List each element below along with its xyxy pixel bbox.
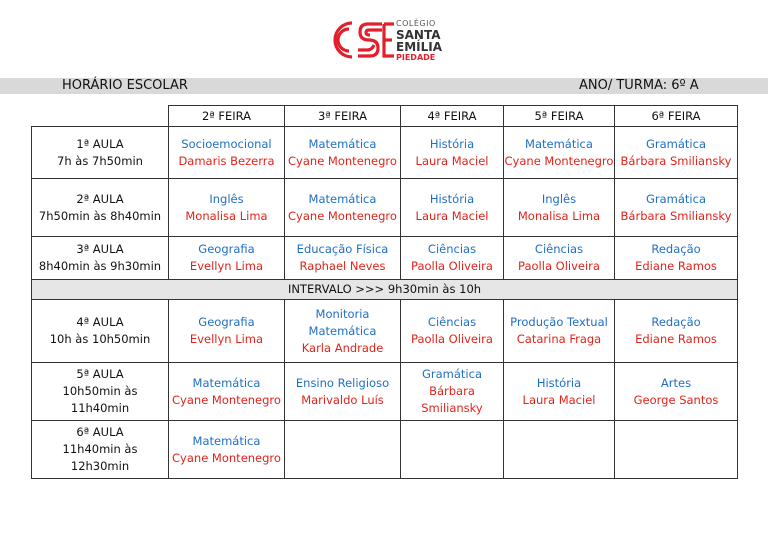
teacher-name: Laura Maciel [415, 208, 489, 223]
interval-row [32, 280, 738, 300]
period-label: 6ª AULA [76, 425, 124, 439]
class-cell [615, 300, 738, 363]
teacher-name: Monalisa Lima [185, 208, 268, 223]
day-header: 2ª FEIRA [169, 106, 285, 127]
class-label: ANO/ TURMA: 6º A [579, 78, 699, 93]
teacher-name: Bárbara Smiliansky [620, 208, 732, 223]
teacher-name: Cyane Montenegro [288, 208, 397, 223]
period-time: 8h40min às 9h30min [38, 259, 162, 273]
header-row [32, 106, 738, 127]
class-cell [504, 363, 615, 421]
subject-name: Artes [660, 375, 692, 390]
period-cell [32, 237, 169, 280]
class-cell [169, 127, 285, 179]
period-time: 10h50min às 11h40min [62, 384, 138, 415]
class-cell [169, 421, 285, 479]
logo-text-emilia: EMÍLIA [396, 40, 443, 54]
teacher-name: Cyane Montenegro [172, 450, 281, 465]
teacher-name: Ediane Ramos [635, 259, 717, 273]
period-time: 7h50min às 8h40min [38, 208, 162, 223]
class-cell [504, 421, 615, 479]
period-label: 3ª AULA [76, 242, 124, 256]
class-cell [169, 179, 285, 237]
teacher-name: Cyane Montenegro [504, 153, 614, 168]
table-row [32, 237, 738, 280]
teacher-name: Monalisa Lima [517, 208, 601, 223]
class-cell [285, 363, 401, 421]
class-cell [285, 127, 401, 179]
subject-name: História [429, 136, 475, 151]
subject-name: História [429, 191, 475, 206]
class-cell [401, 237, 504, 280]
class-cell [401, 300, 504, 363]
class-cell [615, 179, 738, 237]
teacher-name: Cyane Montenegro [172, 392, 281, 407]
teacher-name: Laura Maciel [415, 153, 489, 168]
subject-name: Geografia [198, 315, 255, 329]
page-title: HORÁRIO ESCOLAR [62, 78, 188, 93]
class-cell [401, 421, 504, 479]
schedule-table [31, 105, 738, 479]
period-time: 11h40min às 12h30min [62, 442, 138, 473]
teacher-name: Laura Maciel [522, 392, 596, 407]
teacher-name: Paolla Oliveira [411, 259, 493, 273]
class-cell [169, 363, 285, 421]
day-header: 5ª FEIRA [504, 106, 615, 127]
school-logo [322, 14, 462, 66]
teacher-name: Evellyn Lima [189, 332, 264, 346]
subject-name: Matemática [308, 191, 377, 206]
subject-name: Educação Física [296, 242, 389, 256]
teacher-name: Cyane Montenegro [288, 153, 397, 168]
subject-name: Inglês [541, 191, 577, 206]
teacher-name: Damaris Bezerra [178, 153, 275, 168]
teacher-name: Catarina Fraga [516, 332, 602, 346]
subject-name: Gramática [645, 136, 706, 151]
subject-name: Gramática [421, 367, 482, 381]
class-cell [504, 179, 615, 237]
class-cell [504, 237, 615, 280]
class-cell [401, 179, 504, 237]
subject-name: Monitoria Matemática [308, 306, 377, 338]
logo-text-santa: SANTA [396, 28, 441, 42]
table-row [32, 179, 738, 237]
subject-name: Ensino Religioso [295, 375, 390, 390]
subject-name: Matemática [525, 136, 593, 151]
period-time: 7h às 7h50min [57, 153, 143, 168]
class-cell [504, 300, 615, 363]
subject-name: Gramática [645, 191, 706, 206]
table-row [32, 127, 738, 179]
class-cell [285, 179, 401, 237]
teacher-name: Ediane Ramos [635, 332, 717, 346]
logo-text-colegio: COLÉGIO [396, 19, 436, 28]
subject-name: Socioemocional [181, 136, 272, 151]
subject-name: Matemática [308, 136, 377, 151]
subject-name: Ciências [534, 242, 584, 256]
period-cell [32, 363, 169, 421]
title-bar [0, 78, 768, 94]
period-label: 1ª AULA [76, 136, 124, 151]
subject-name: Geografia [198, 242, 255, 256]
teacher-name: Karla Andrade [301, 340, 384, 355]
period-label: 5ª AULA [76, 367, 124, 381]
class-cell [169, 300, 285, 363]
table-row [32, 421, 738, 479]
period-cell [32, 421, 169, 479]
teacher-name: Bárbara Smiliansky [421, 384, 483, 415]
subject-name: Produção Textual [510, 315, 608, 329]
class-cell [169, 237, 285, 280]
day-header: 3ª FEIRA [285, 106, 401, 127]
subject-name: Redação [651, 242, 701, 256]
class-cell [504, 127, 615, 179]
teacher-name: Bárbara Smiliansky [620, 153, 732, 168]
subject-name: Matemática [192, 433, 261, 448]
class-cell [285, 421, 401, 479]
teacher-name: Paolla Oliveira [518, 259, 600, 273]
subject-name: Ciências [427, 242, 477, 256]
class-cell [615, 237, 738, 280]
logo-text-piedade: PIEDADE [396, 53, 436, 62]
subject-name: Redação [651, 315, 701, 329]
subject-name: Ciências [427, 315, 477, 329]
table-row [32, 363, 738, 421]
period-time: 10h às 10h50min [49, 332, 151, 346]
teacher-name: George Santos [633, 392, 719, 407]
subject-name: História [536, 375, 582, 390]
teacher-name: Paolla Oliveira [411, 332, 493, 346]
day-header: 4ª FEIRA [401, 106, 504, 127]
period-cell [32, 300, 169, 363]
day-header: 6ª FEIRA [615, 106, 738, 127]
period-cell [32, 179, 169, 237]
period-cell [32, 127, 169, 179]
cse-logo-icon [322, 14, 397, 66]
period-label: 2ª AULA [76, 191, 124, 206]
table-row [32, 300, 738, 363]
subject-name: Inglês [209, 191, 244, 206]
class-cell [401, 127, 504, 179]
teacher-name: Raphael Neves [299, 259, 386, 273]
class-cell [285, 237, 401, 280]
class-cell [615, 421, 738, 479]
teacher-name: Evellyn Lima [189, 259, 264, 273]
class-cell [401, 363, 504, 421]
subject-name: Matemática [192, 375, 261, 390]
corner-cell [32, 106, 169, 127]
class-cell [615, 127, 738, 179]
teacher-name: Marivaldo Luís [301, 392, 384, 407]
class-cell [285, 300, 401, 363]
period-label: 4ª AULA [76, 315, 124, 329]
interval-label: INTERVALO >>> 9h30min às 10h [32, 280, 738, 300]
class-cell [615, 363, 738, 421]
